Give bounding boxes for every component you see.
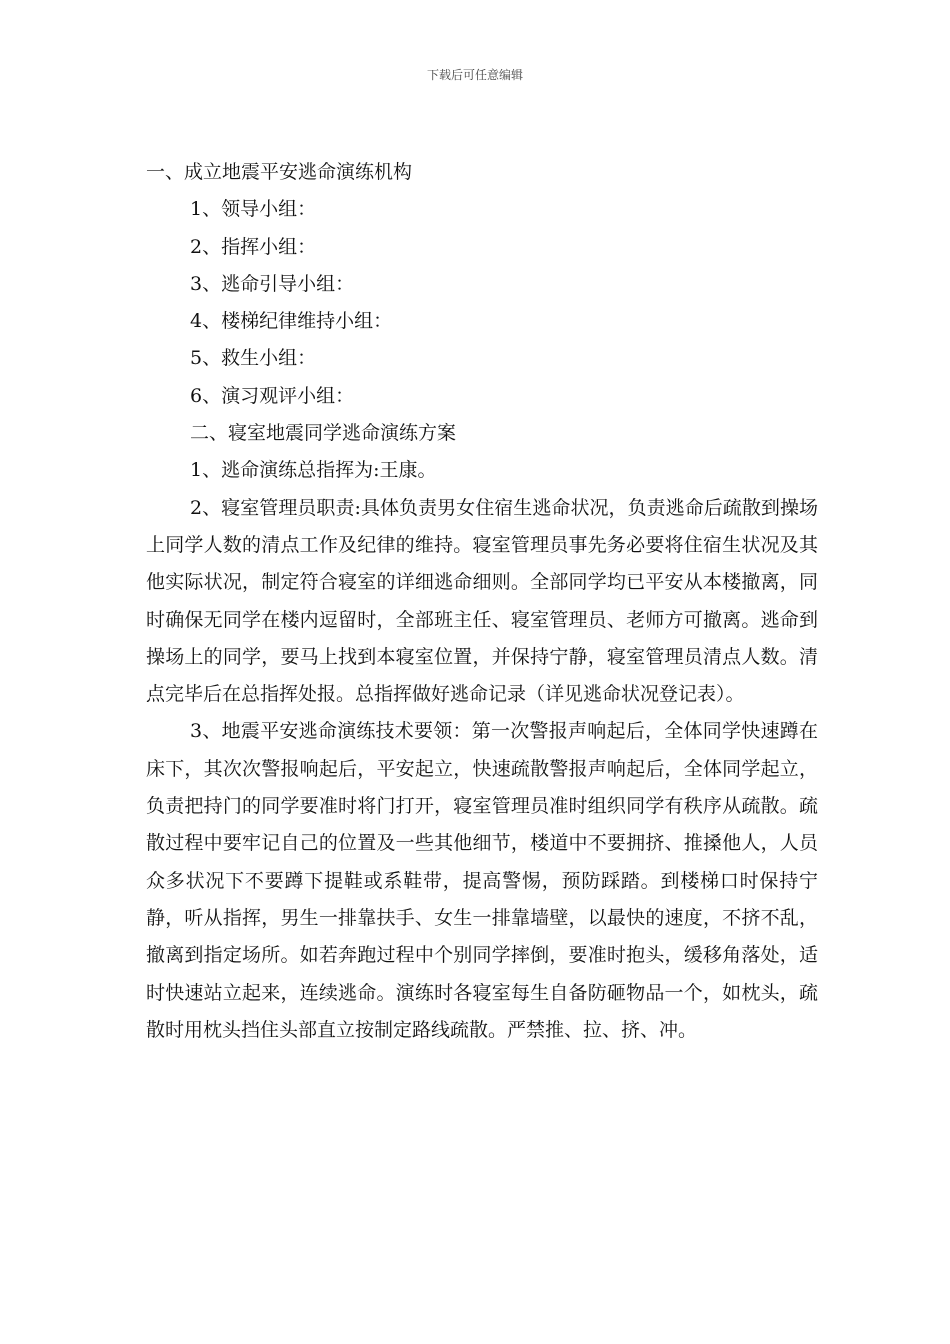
dorm-manager-duties-paragraph: 2、寝室管理员职责:具体负责男女住宿生逃命状况，负责逃命后疏散到操场上同学人数的清点工作及纪律的维持。寝室管理员事先务必要将住宿生状况及其他实际状况，制定符合寝室的详细逃命细则。全部同学均已平安从本楼撤离，同时确保无同学在楼内逗留时，全部班主任、寝室管理员、老师方可撤离。逃命到操场上的同学，要马上找到本寝室位置，并保持宁静，寝室管理员清点人数。清点完毕后在总指挥处报。总指挥做好逃命记录（详见逃命状况登记表）。 xyxy=(146,496,818,706)
drill-technique-paragraph: 3、地震平安逃命演练技术要领：第一次警报声响起后，全体同学快速蹲在床下，其次次警报响起后，平安起立，快速疏散警报声响起后，全体同学起立，负责把持门的同学要准时将门打开，寝室管理员准时组织同学有秩序从疏散。疏散过程中要牢记自己的位置及一些其他细节，楼道中不要拥挤、推搡他人，人员众多状况下不要蹲下提鞋或系鞋带，提高警惕，预防踩踏。到楼梯口时保持宁静，听从指挥，男生一排靠扶手、女生一排靠墙壁，以最快的速度，不挤不乱，撤离到指定场所。如若奔跑过程中个别同学摔倒，要准时抱头，缓移角落处，适时快速站立起来，连续逃命。演练时各寝室每生自备防砸物品一个，如枕头，疏散时用枕头挡住头部直立按制定路线疏散。严禁推、拉、挤、冲。 xyxy=(146,720,818,1041)
document-body xyxy=(146,154,818,1049)
header-note: 下载后可任意编辑 xyxy=(426,68,523,82)
group-item-observation: 6、演习观评小组： xyxy=(190,384,355,407)
section-heading-1: 一、成立地震平安逃命演练机构 xyxy=(146,161,413,183)
group-item-command: 2、指挥小组： xyxy=(190,235,317,258)
group-item-stairs: 4、楼梯纪律维持小组： xyxy=(190,310,393,333)
commander-item: 1、逃命演练总指挥为:王康。 xyxy=(190,459,437,482)
section-heading-2: 二、寝室地震同学逃命演练方案 xyxy=(190,422,457,445)
group-item-rescue: 5、救生小组： xyxy=(190,347,317,370)
group-item-guidance: 3、逃命引导小组： xyxy=(190,272,355,295)
group-item-leadership: 1、领导小组： xyxy=(190,198,317,221)
